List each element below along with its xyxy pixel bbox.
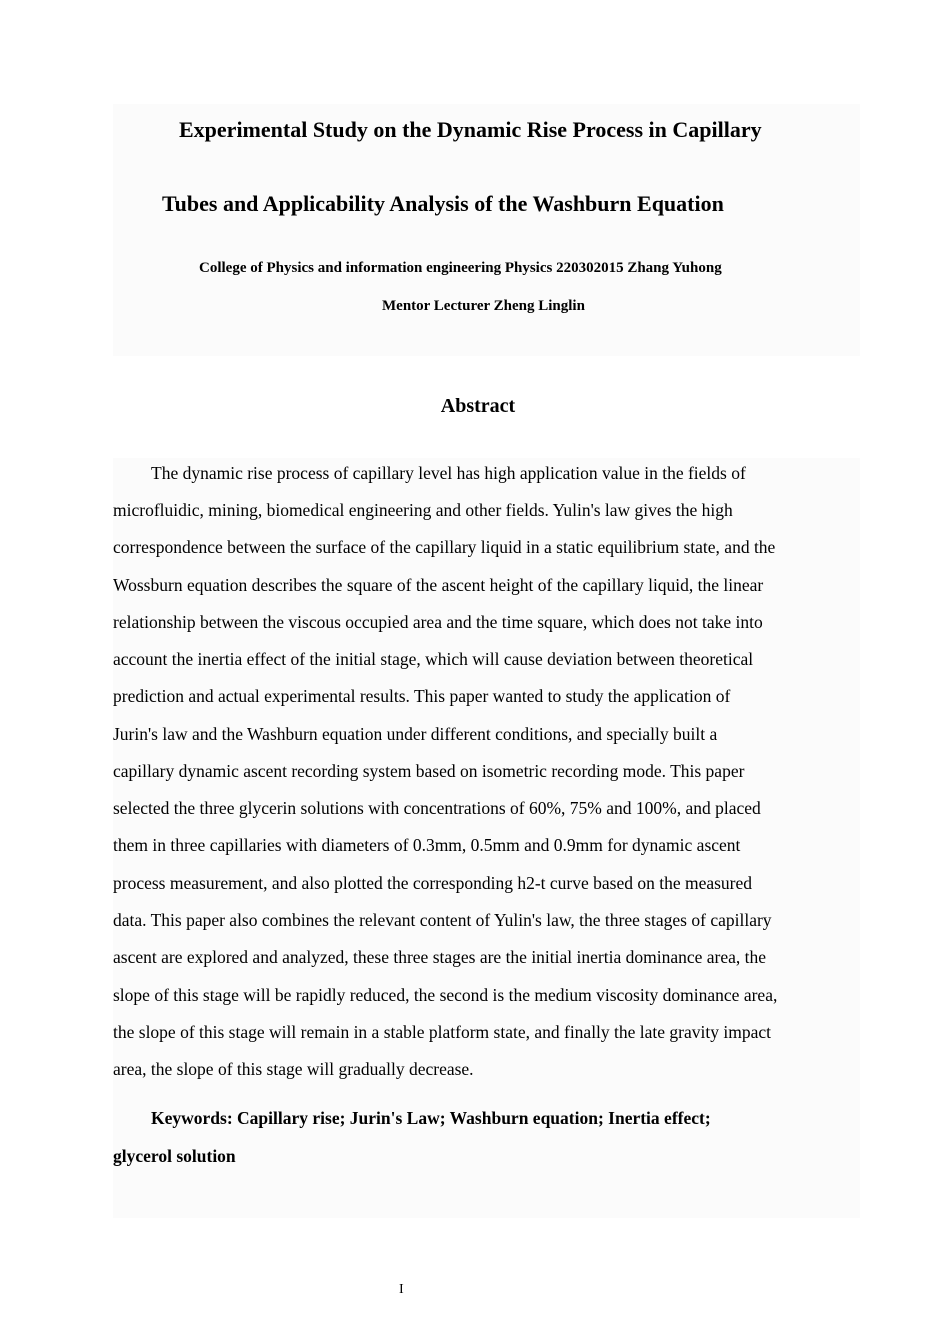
keywords-line-1: Keywords: Capillary rise; Jurin's Law; Washburn equation; Inertia effect; [151,1108,711,1128]
abstract-body [113,458,860,1218]
abstract-line: slope of this stage will be rapidly reduced, the second is the medium viscosity dominance area, [113,985,778,1005]
abstract-line: area, the slope of this stage will gradually decrease. [113,1059,474,1079]
abstract-line: selected the three glycerin solutions with concentrations of 60%, 75% and 100%, and placed [113,798,761,818]
page-number: I [399,1282,404,1297]
abstract-line: Wossburn equation describes the square of the ascent height of the capillary liquid, the linear [113,575,764,595]
title-block [113,104,860,356]
abstract-heading: Abstract [440,395,516,417]
paper-title-line-1: Experimental Study on the Dynamic Rise Process in Capillary [179,117,762,142]
abstract-line: process measurement, and also plotted the corresponding h2-t curve based on the measured [113,873,753,893]
abstract-line: prediction and actual experimental results. This paper wanted to study the application of [113,686,731,706]
abstract-line: capillary dynamic ascent recording system based on isometric recording mode. This paper [113,761,745,781]
keywords-line-2: glycerol solution [113,1146,236,1166]
abstract-line: microfluidic, mining, biomedical engineering and other fields. Yulin's law gives the high [113,500,733,520]
abstract-line: data. This paper also combines the relevant content of Yulin's law, the three stages of capillary [113,910,772,930]
abstract-line: correspondence between the surface of the capillary liquid in a static equilibrium state, and the [113,537,776,557]
abstract-line: the slope of this stage will remain in a stable platform state, and finally the late gravity impact [113,1022,772,1042]
abstract-line: ascent are explored and analyzed, these three stages are the initial inertia dominance area, the [113,947,767,967]
abstract-line: Jurin's law and the Washburn equation under different conditions, and specially built a [113,724,718,744]
paper-title-line-2: Tubes and Applicability Analysis of the Washburn Equation [162,191,724,216]
mentor-line: Mentor Lecturer Zheng Linglin [382,298,585,314]
abstract-line: account the inertia effect of the initial stage, which will cause deviation between theoretical [113,649,754,669]
abstract-line: relationship between the viscous occupied area and the time square, which does not take into [113,612,763,632]
author-affiliation: College of Physics and information engineering Physics 220302015 Zhang Yuhong [199,260,722,276]
abstract-line: The dynamic rise process of capillary level has high application value in the fields of [151,463,746,483]
abstract-line: them in three capillaries with diameters of 0.3mm, 0.5mm and 0.9mm for dynamic ascent [113,835,741,855]
